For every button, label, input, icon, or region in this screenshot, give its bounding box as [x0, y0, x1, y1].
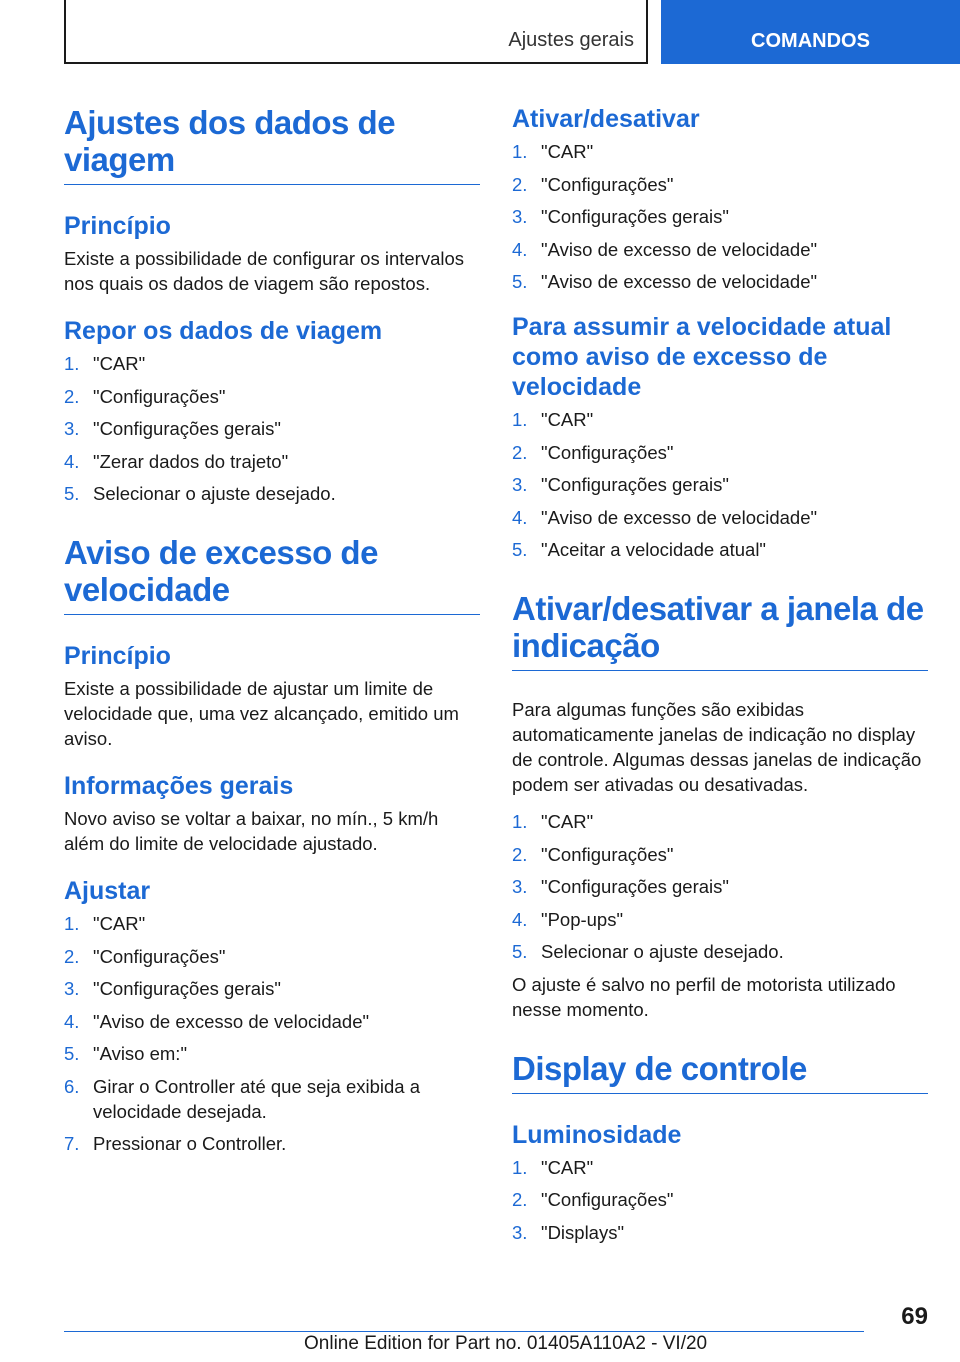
- list-item-text: "Configurações gerais": [541, 876, 729, 897]
- list-item: [64, 351, 480, 376]
- footer-edition: Online Edition for Part no. 01405A110A2 - VI/20: [304, 1333, 708, 1354]
- list-item-number: 2.: [512, 1189, 528, 1210]
- list-item-text: "Configurações": [93, 385, 226, 407]
- list-item-number: 3.: [512, 1221, 528, 1243]
- list-item: [512, 472, 928, 497]
- list-item-text: Selecionar o ajuste desejado.: [541, 941, 784, 962]
- list-item: [512, 139, 928, 164]
- list-item: [64, 481, 480, 506]
- list-item: [64, 1131, 480, 1156]
- list-assumir: [512, 407, 928, 562]
- list-item: [512, 1155, 928, 1180]
- list-item-number: 1.: [64, 913, 80, 934]
- list-item: [512, 172, 928, 197]
- list-item-text: "Aviso de excesso de velocidade": [541, 238, 818, 260]
- subtitle-principio-2: Princípio: [64, 642, 171, 670]
- subtitle-ativar: Ativar/desativar: [512, 105, 700, 133]
- list-item-number: 3.: [512, 876, 528, 897]
- list-item: [64, 449, 480, 474]
- section-title-display: Display de controle: [512, 1050, 928, 1094]
- list-item-number: 1.: [512, 141, 528, 162]
- page-number: 69: [901, 1303, 928, 1330]
- subtitle-luminosidade: Luminosidade: [512, 1120, 682, 1149]
- list-janela: [512, 809, 928, 964]
- list-item: [512, 939, 928, 964]
- list-item-number: 4.: [512, 506, 528, 528]
- list-item-number: 1.: [512, 409, 528, 430]
- list-item: [512, 1187, 928, 1212]
- list-item-number: 6.: [64, 1075, 80, 1097]
- list-item: [512, 907, 928, 932]
- list-item-text: "Configurações": [541, 441, 674, 463]
- list-item-number: 2.: [512, 441, 528, 463]
- list-item: [64, 1009, 480, 1034]
- header-tab-comandos[interactable]: COMANDOS: [661, 0, 960, 64]
- list-item-text: "Configurações gerais": [93, 418, 281, 439]
- list-item-text: "CAR": [541, 141, 594, 162]
- right-column: [512, 104, 928, 1257]
- list-item: [512, 440, 928, 465]
- janela-note: O ajuste é salvo no perfil de motorista utilizado nesse momento.: [512, 973, 896, 1020]
- list-item-number: 5.: [64, 1043, 80, 1064]
- list-item-number: 3.: [512, 206, 528, 227]
- subtitle-repor: Repor os dados de viagem: [64, 317, 383, 345]
- list-item-number: 2.: [512, 843, 528, 865]
- list-luminosidade: [512, 1155, 928, 1245]
- list-item-text: Selecionar o ajuste desejado.: [93, 483, 336, 504]
- list-item-text: Pressionar o Controller.: [93, 1133, 287, 1154]
- principio-2-text: Existe a possibilidade de ajustar um limite de velocidade que, uma vez alcançado, emitido um aviso.: [64, 678, 459, 749]
- list-item: [64, 384, 480, 409]
- subtitle-principio-1: Princípio: [64, 212, 171, 240]
- list-item-text: "CAR": [541, 1156, 594, 1178]
- list-item-number: 3.: [64, 978, 80, 999]
- list-item-text: "CAR": [93, 353, 146, 374]
- list-item: [64, 976, 480, 1001]
- list-item: [64, 1041, 480, 1066]
- subtitle-informacoes: Informações gerais: [64, 772, 294, 800]
- list-item-text: "Zerar dados do trajeto": [93, 450, 289, 472]
- list-item-number: 4.: [64, 1010, 80, 1032]
- list-ajustar: [64, 911, 480, 1156]
- section-title-aviso-velocidade: Aviso de excesso de velocidade: [64, 534, 480, 615]
- footer-divider: [64, 1331, 864, 1332]
- list-item-text: "Configurações": [541, 1189, 674, 1210]
- list-item-text: "Aviso de excesso de velocidade": [93, 1010, 370, 1032]
- list-item-number: 4.: [512, 238, 528, 260]
- section-title-janela-indicacao: Ativar/desativar a janela de indicação: [512, 590, 928, 671]
- list-item: [64, 911, 480, 936]
- list-item: [512, 204, 928, 229]
- list-item: [512, 505, 928, 530]
- list-item-number: 5.: [512, 271, 528, 292]
- list-item-number: 5.: [512, 539, 528, 560]
- section-title-dados-viagem: Ajustes dos dados de viagem: [64, 104, 480, 185]
- list-item-text: "Displays": [541, 1221, 625, 1243]
- principio-1-text: Existe a possibilidade de configurar os intervalos nos quais os dados de viagem são repostos.: [64, 248, 465, 294]
- list-repor: [64, 351, 480, 506]
- list-item-text: "CAR": [541, 811, 594, 832]
- list-item: [512, 1220, 928, 1245]
- list-item-number: 5.: [512, 941, 528, 962]
- list-item: [64, 944, 480, 969]
- informacoes-text: Novo aviso se voltar a baixar, no mín., 5 km/h além do limite de velocidade ajustado.: [64, 808, 439, 854]
- list-item-number: 2.: [64, 945, 80, 967]
- list-item-number: 2.: [64, 385, 80, 407]
- header-section-title: Ajustes gerais: [508, 29, 634, 51]
- list-item-number: 3.: [512, 474, 528, 495]
- list-item-text: "Configurações": [93, 945, 226, 967]
- list-item: [512, 269, 928, 294]
- janela-text: Para algumas funções são exibidas automaticamente janelas de indicação no display de controle. Algumas dessas janelas de indicação podem ser ativadas ou desativadas.: [512, 699, 922, 795]
- list-item-text: "Configurações gerais": [93, 978, 281, 999]
- list-item-number: 1.: [512, 1156, 528, 1178]
- list-item-number: 1.: [512, 811, 528, 832]
- list-item: [512, 809, 928, 834]
- list-item: [512, 842, 928, 867]
- subtitle-assumir: Para assumir a velocidade atual como aviso de excesso de velocidade: [512, 313, 892, 401]
- list-item-text: "CAR": [541, 409, 594, 430]
- list-item-text: "CAR": [93, 913, 146, 934]
- list-item-number: 2.: [512, 173, 528, 195]
- list-ativar: [512, 139, 928, 294]
- list-item: [512, 407, 928, 432]
- list-item-number: 1.: [64, 353, 80, 374]
- list-item-text: "Pop-ups": [541, 908, 624, 930]
- header-frame: [64, 0, 648, 64]
- subtitle-ajustar: Ajustar: [64, 877, 151, 905]
- list-item-number: 4.: [64, 450, 80, 472]
- list-item-number: 5.: [64, 483, 80, 504]
- list-item-text: "Configurações gerais": [541, 206, 729, 227]
- list-item-text: "Aviso em:": [93, 1043, 188, 1064]
- list-item-number: 7.: [64, 1133, 80, 1154]
- list-item-number: 3.: [64, 418, 80, 439]
- list-item: [512, 874, 928, 899]
- list-item-text: Girar o Controller até que seja exibida a velocidade desejada.: [93, 1075, 421, 1122]
- list-item-text: "Configurações gerais": [541, 474, 729, 495]
- list-item-text: "Aviso de excesso de velocidade": [541, 506, 818, 528]
- list-item: [512, 237, 928, 262]
- list-item-text: "Configurações": [541, 843, 674, 865]
- list-item: [64, 1074, 480, 1124]
- list-item-text: "Configurações": [541, 173, 674, 195]
- list-item-text: "Aceitar a velocidade atual": [541, 539, 766, 560]
- list-item: [512, 537, 928, 562]
- list-item-number: 4.: [512, 908, 528, 930]
- list-item-text: "Aviso de excesso de velocidade": [541, 271, 818, 292]
- list-item: [64, 416, 480, 441]
- left-column: [64, 104, 480, 1168]
